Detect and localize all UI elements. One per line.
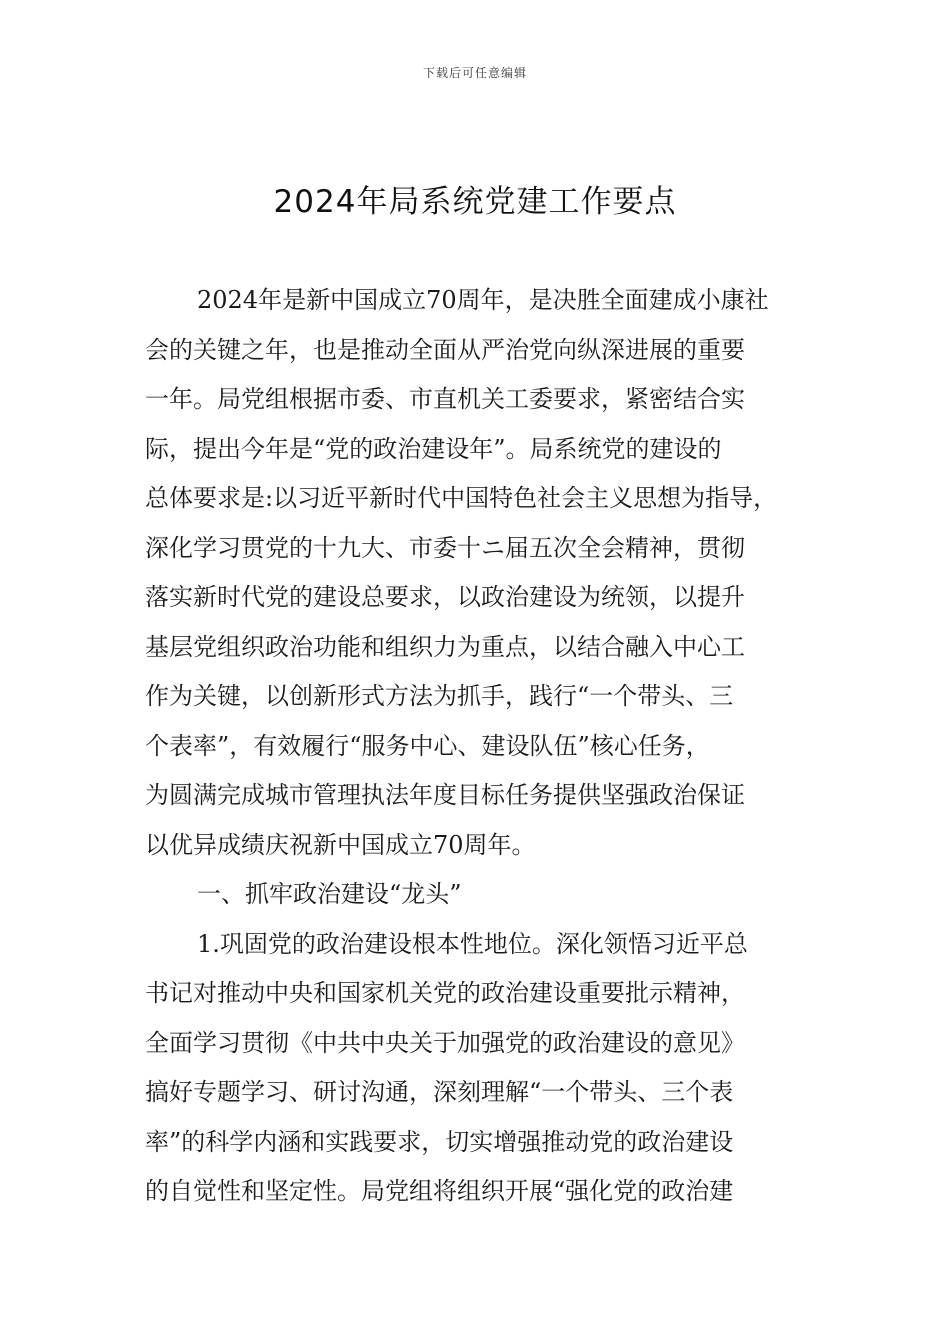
body-line: 2024年是新中国成立70周年，是决胜全面建成小康社 bbox=[197, 286, 769, 314]
body-line: 一年。局党组根据市委、市直机关工委要求，紧密结合实 bbox=[145, 385, 745, 413]
body-line: 会的关键之年，也是推动全面从严治党向纵深进展的重要 bbox=[145, 335, 745, 364]
body-line: 作为关键，以创新形式方法为抓手，践行“一个带头、三 bbox=[145, 682, 734, 710]
body-line: 基层党组织政治功能和组织力为重点，以结合融入中心工 bbox=[145, 632, 745, 661]
body-line: 率”的科学内涵和实践要求，切实增强推动党的政治建设 bbox=[145, 1127, 734, 1156]
document-title: 2024年局系统党建工作要点 bbox=[273, 184, 677, 220]
body-line: 的自觉性和坚定性。局党组将组织开展“强化党的政治建 bbox=[145, 1177, 734, 1205]
body-line: 1.巩固党的政治建设根本性地位。深化领悟习近平总 bbox=[197, 929, 748, 958]
document-body bbox=[145, 276, 810, 1217]
body-line: 为圆满完成城市管理执法年度目标任务提供坚强政治保证 bbox=[145, 781, 745, 809]
body-line: 总体要求是:以习近平新时代中国特色社会主义思想为指导， bbox=[145, 484, 778, 512]
body-line: 个表率”，有效履行“服务中心、建设队伍”核心任务， bbox=[145, 731, 710, 760]
header-note: 下载后可任意编辑 bbox=[422, 66, 527, 80]
body-line: 深化学习贯党的十九大、市委十ニ届五次全会精神，贯彻 bbox=[145, 533, 745, 562]
body-line: 以优异成绩庆祝新中国成立70周年。 bbox=[145, 830, 536, 859]
body-line: 书记对推动中央和国家机关党的政治建设重要批示精神， bbox=[145, 979, 745, 1007]
body-line: 搞好专题学习、研讨沟通，深刻理解“一个带头、三个表 bbox=[145, 1078, 734, 1106]
body-line: 全面学习贯彻《中共中央关于加强党的政治建设的意见》 bbox=[145, 1028, 745, 1057]
section-heading: 一、抓牢政治建设“龙头” bbox=[197, 880, 462, 908]
body-line: 落实新时代党的建设总要求，以政治建设为统领，以提升 bbox=[145, 583, 745, 611]
body-line: 际，提出今年是“党的政治建设年”。局系统党的建设的 bbox=[145, 434, 722, 463]
